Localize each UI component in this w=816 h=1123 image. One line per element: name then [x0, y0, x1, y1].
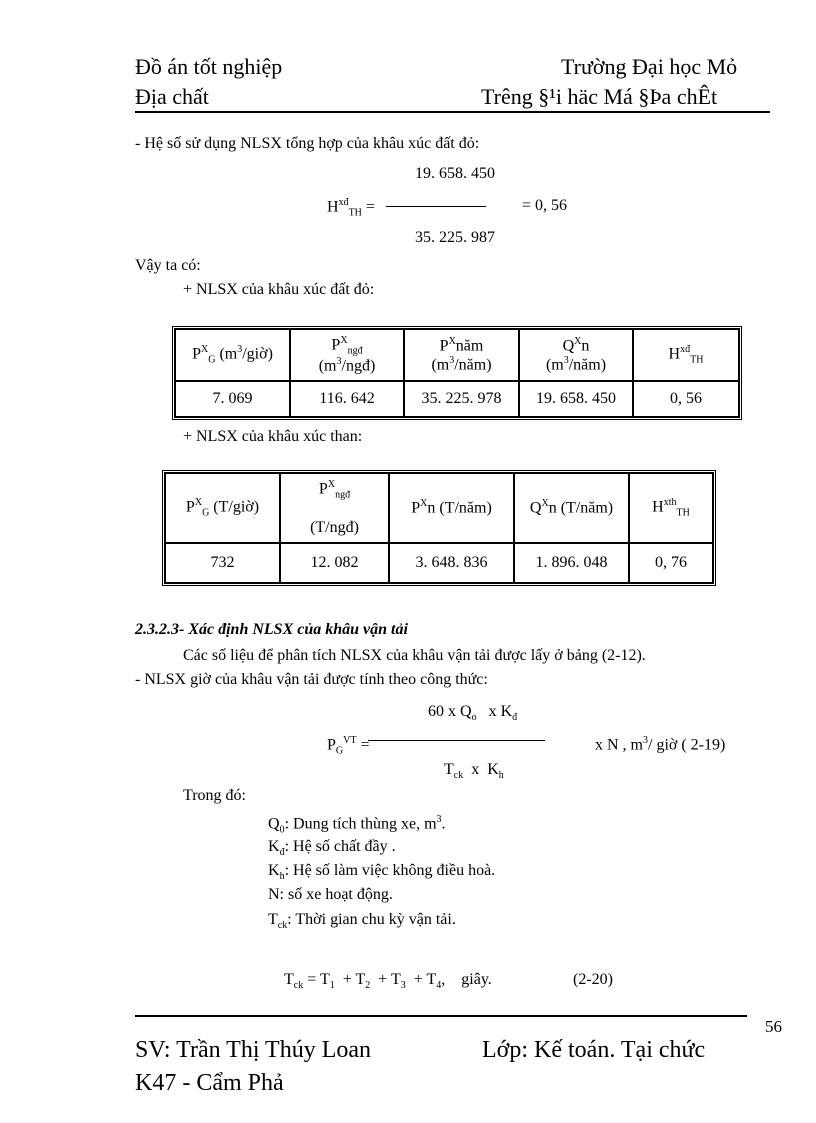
table2-h4: $Q^Xn$ (T/năm) — [514, 473, 629, 543]
section-heading: 2.3.2.3- Xác định NLSX của khâu vận tải — [135, 621, 408, 638]
f3-formula: $T_{ck} = T_1 + T_2 + T_3 + T_4$, giây. — [284, 971, 492, 992]
f2-fraction-line — [368, 740, 545, 741]
footer-cohort: K47 - Cẩm Phả — [135, 1070, 284, 1096]
f1-rhs: = 0, 56 — [522, 197, 568, 214]
page-number: 56 — [765, 1017, 782, 1036]
f3-ref: (2-20) — [573, 971, 613, 988]
f1-lhs: $H^{xđ}_{TH}$ = — [327, 197, 375, 219]
table-row — [165, 543, 713, 583]
table1-h3: $P^Xnăm$ $(m^3/năm)$ — [404, 329, 519, 381]
table1-h4: $Q^Xn$ $(m^3/năm)$ — [519, 329, 633, 381]
f2-denominator: $T_{ck}$ x $K_h$ — [444, 761, 504, 782]
vay-ta-co: Vậy ta có: — [135, 257, 201, 274]
table-xuc-dat-do — [172, 326, 742, 420]
nlsx-xuc-than-label: + NLSX của khâu xúc than: — [183, 428, 363, 445]
table2-header-row — [165, 473, 713, 543]
header-left-line2: Địa chất — [135, 84, 209, 109]
def-q: $Q_0$: Dung tích thùng xe, $m^3$. — [268, 814, 446, 836]
header-right-line2: Trêng §¹i häc Má §Þa chÊt — [481, 84, 718, 109]
table1-h5: $H^{xđ}_{TH}$ — [633, 329, 739, 381]
f2-suffix: x N , $m^3/$ giờ ( 2-19) — [595, 735, 726, 754]
table-row — [175, 381, 739, 417]
table1-cell: 7. 069 — [175, 381, 290, 417]
footer-rule — [135, 1015, 747, 1017]
table-xuc-than — [162, 470, 716, 586]
f1-numerator: 19. 658. 450 — [415, 165, 495, 182]
header-right-line1: Trường Đại học Mỏ — [561, 54, 738, 79]
table1-cell: 116. 642 — [290, 381, 404, 417]
f1-fraction-line — [386, 206, 486, 207]
def-kh: $K_h$: Hệ số làm việc không điều hoà. — [268, 862, 496, 883]
table1-header-row — [175, 329, 739, 381]
table1-h2: $P^X_{ngđ}$ $(m^3/ngđ)$ — [290, 329, 404, 381]
footer-student: SV: Trần Thị Thúy Loan — [135, 1037, 372, 1063]
f2-numerator: 60 x $Q_o$ x $K_đ$ — [428, 703, 518, 724]
hso-line: - Hệ số sử dụng NLSX tổng hợp của khâu xúc đất đỏ: — [135, 135, 480, 152]
table2-cell: 1. 896. 048 — [514, 543, 629, 583]
def-kd: $K_đ$: Hệ số chất đầy . — [268, 838, 396, 859]
para-so-lieu: Các số liệu để phân tích NLSX của khâu vận tải được lấy ở bảng (2-12). — [183, 647, 646, 664]
table2-h2: $P^X_{ngđ}$ (T/ngđ) — [280, 473, 389, 543]
table2-cell: 12. 082 — [280, 543, 389, 583]
trong-do: Trong đó: — [183, 787, 246, 804]
table1-h1: $P^X_G$ $(m^3/giờ)$ — [175, 329, 290, 381]
table2-cell: 3. 648. 836 — [389, 543, 514, 583]
f1-denominator: 35. 225. 987 — [415, 229, 495, 246]
table1-cell: 0, 56 — [633, 381, 739, 417]
nlsx-xuc-dat-label: + NLSX của khâu xúc đất đỏ: — [183, 281, 375, 298]
footer-class: Lớp: Kế toán. Tại chức — [482, 1037, 706, 1063]
f2-lhs: $P_G^{VT}$ = — [327, 735, 370, 757]
table2-cell: 0, 76 — [629, 543, 713, 583]
table1-cell: 19. 658. 450 — [519, 381, 633, 417]
table2-h3: $P^Xn$ (T/năm) — [389, 473, 514, 543]
para-nlsx-gio: - NLSX giờ của khâu vận tải được tính theo công thức: — [135, 671, 488, 688]
table2-cell: 732 — [165, 543, 280, 583]
table1-cell: 35. 225. 978 — [404, 381, 519, 417]
table2-h1: $P^X_G$ (T/giờ) — [165, 473, 280, 543]
header-rule — [135, 111, 770, 113]
def-n: N: số xe hoạt động. — [268, 886, 393, 903]
table2-h5: $H^{xth}_{TH}$ — [629, 473, 713, 543]
header-left-line1: Đồ án tốt nghiệp — [135, 54, 283, 79]
def-tck: $T_{ck}$: Thời gian chu kỳ vận tải. — [268, 911, 456, 932]
